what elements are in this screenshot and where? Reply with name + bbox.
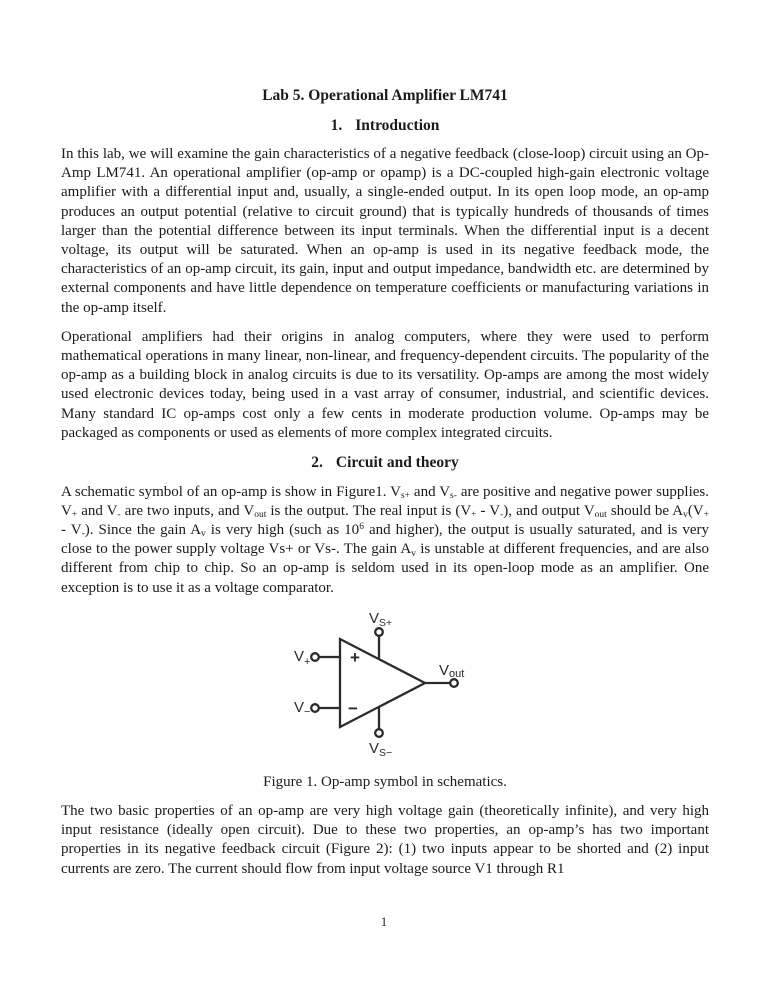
text-segment: In this lab, we will examine the gain characteristics of a negative feedback (close-loop) circuit using an Op-Amp LM741. An operational amplifier (op-amp or opamp) is a DC-coupled high-gain electronic voltage amplifier with a differential input and, usually, a single-ended output. In its open loop mode, an op-amp produces an output potential (relative to circuit ground) that is typically hundreds of thousands of times larger than the potential difference between its input terminals. When the differential input is a decent voltage, its output will be saturated. When an op-amp is used in its negative feedback mode, the characteristics of an op-amp circuit, its gain, input and output impedance, bandwidth etc. are determined by external components and have little dependence on temperature coefficients or manufacturing variations in the op-amp itself. xyxy=(61,146,709,316)
label-text: V xyxy=(293,647,304,665)
figure-caption: Figure 1. Op-amp symbol in schematics. xyxy=(263,773,507,790)
subscript-text: - xyxy=(81,529,85,540)
output-terminal xyxy=(450,679,458,687)
label-text: V xyxy=(368,739,379,757)
label-text: V xyxy=(293,698,304,716)
text-segment: and V xyxy=(410,483,451,500)
subscript-text: out xyxy=(254,510,267,521)
positive-supply-terminal xyxy=(375,628,383,636)
opamp-schematic-drawing xyxy=(293,608,478,758)
heading-number: 1. xyxy=(330,116,343,134)
paragraph-circuit-theory xyxy=(61,483,709,598)
subscript-text: out xyxy=(594,510,607,521)
text-segment: - V xyxy=(476,502,501,519)
paragraph-intro-2 xyxy=(61,328,709,443)
subscript-text: v xyxy=(683,510,688,521)
text-segment: is unstable at different frequencies, and are also different from chip to chip. So an op-amp is seldom used in its open-loop mode as an amplifier. One exception is to use it as a voltage comparator. xyxy=(61,541,709,596)
label-subscript: − xyxy=(303,705,310,718)
text-segment: ). Since the gain A xyxy=(84,521,202,538)
text-segment: and higher), the output is usually saturated, and is very close to the power supply voltage Vs+ or Vs-. The gain A xyxy=(61,521,709,558)
subscript-text: - xyxy=(117,510,121,521)
section-heading-circuit-theory xyxy=(61,453,709,473)
label-text: V xyxy=(438,661,449,679)
label-vs-minus-icon xyxy=(369,740,392,758)
heading-number: 2. xyxy=(311,454,323,472)
text-segment: Operational amplifiers had their origins in analog computers, where they were used to perform mathematical operations in many linear, non-linear, and frequency-dependent circuits. The popularity of the op-amp as a building block in analog circuits is due to its versatility. Op-amps are among the most widely used electronic devices today, being used in a vast array of consumer, industrial, and scientific devices. Many standard IC op-amps cost only a few cents in moderate production volume. Op-amps may be packaged as components or used as elements of more complex integrated circuits. xyxy=(61,328,709,441)
page-content xyxy=(61,86,709,889)
text-segment: is the output. The real input is (V xyxy=(266,502,472,519)
noninverting-input-terminal xyxy=(311,653,319,661)
text-segment: A schematic symbol of an op-amp is show in Figure1. V xyxy=(61,483,401,500)
text-segment: is very high (such as 10 xyxy=(205,521,360,538)
label-subscript: S+ xyxy=(378,616,392,629)
text-segment: (V xyxy=(687,502,704,519)
label-subscript: out xyxy=(448,667,464,680)
subscript-text: s+ xyxy=(400,491,411,502)
opamp-figure xyxy=(61,608,709,763)
label-text: V xyxy=(368,609,379,627)
text-segment: - V xyxy=(61,521,82,538)
paragraph-intro-1 xyxy=(61,145,709,318)
label-subscript: + xyxy=(303,655,310,668)
subscript-text: v xyxy=(201,529,206,540)
inverting-minus-sign: − xyxy=(347,698,358,718)
subscript-text: + xyxy=(471,510,477,521)
heading-label: Circuit and theory xyxy=(335,454,459,472)
paragraph-opamp-properties xyxy=(61,802,709,879)
document-title: Lab 5. Operational Amplifier LM741 xyxy=(262,87,508,104)
superscript-text: 6 xyxy=(359,521,364,532)
text-segment: and V xyxy=(77,502,118,519)
text-segment: should be A xyxy=(606,502,684,519)
inverting-input-terminal xyxy=(311,704,319,712)
subscript-text: - xyxy=(500,510,504,521)
label-v-plus-icon xyxy=(294,648,310,668)
negative-supply-terminal xyxy=(375,729,383,737)
label-vs-plus-icon xyxy=(369,610,392,629)
noninverting-plus-sign: + xyxy=(349,647,360,667)
text-segment: are two inputs, and V xyxy=(120,502,255,519)
text-segment: The two basic properties of an op-amp are very high voltage gain (theoretically infinite), and very high input resistance (ideally open circuit). Due to these two properties, an op-amp’s has two important properties in its negative feedback circuit (Figure 2): (1) two inputs appear to be shorted and (2) input currents are zero. The current should flow from input voltage source V1 through R1 xyxy=(61,802,709,877)
subscript-text: + xyxy=(71,510,78,521)
subscript-text: + xyxy=(703,510,709,521)
text-segment: ), and output V xyxy=(503,502,595,519)
label-v-minus-icon xyxy=(294,699,310,718)
label-subscript: S− xyxy=(378,746,392,758)
text-segment: are positive and negative power supplies. V xyxy=(61,483,709,519)
page-number: 1 xyxy=(380,915,388,929)
section-heading-introduction xyxy=(61,116,709,136)
subscript-text: v xyxy=(411,548,417,559)
label-v-out-icon xyxy=(439,662,464,680)
heading-label: Introduction xyxy=(355,116,440,134)
subscript-text: s- xyxy=(450,491,457,502)
